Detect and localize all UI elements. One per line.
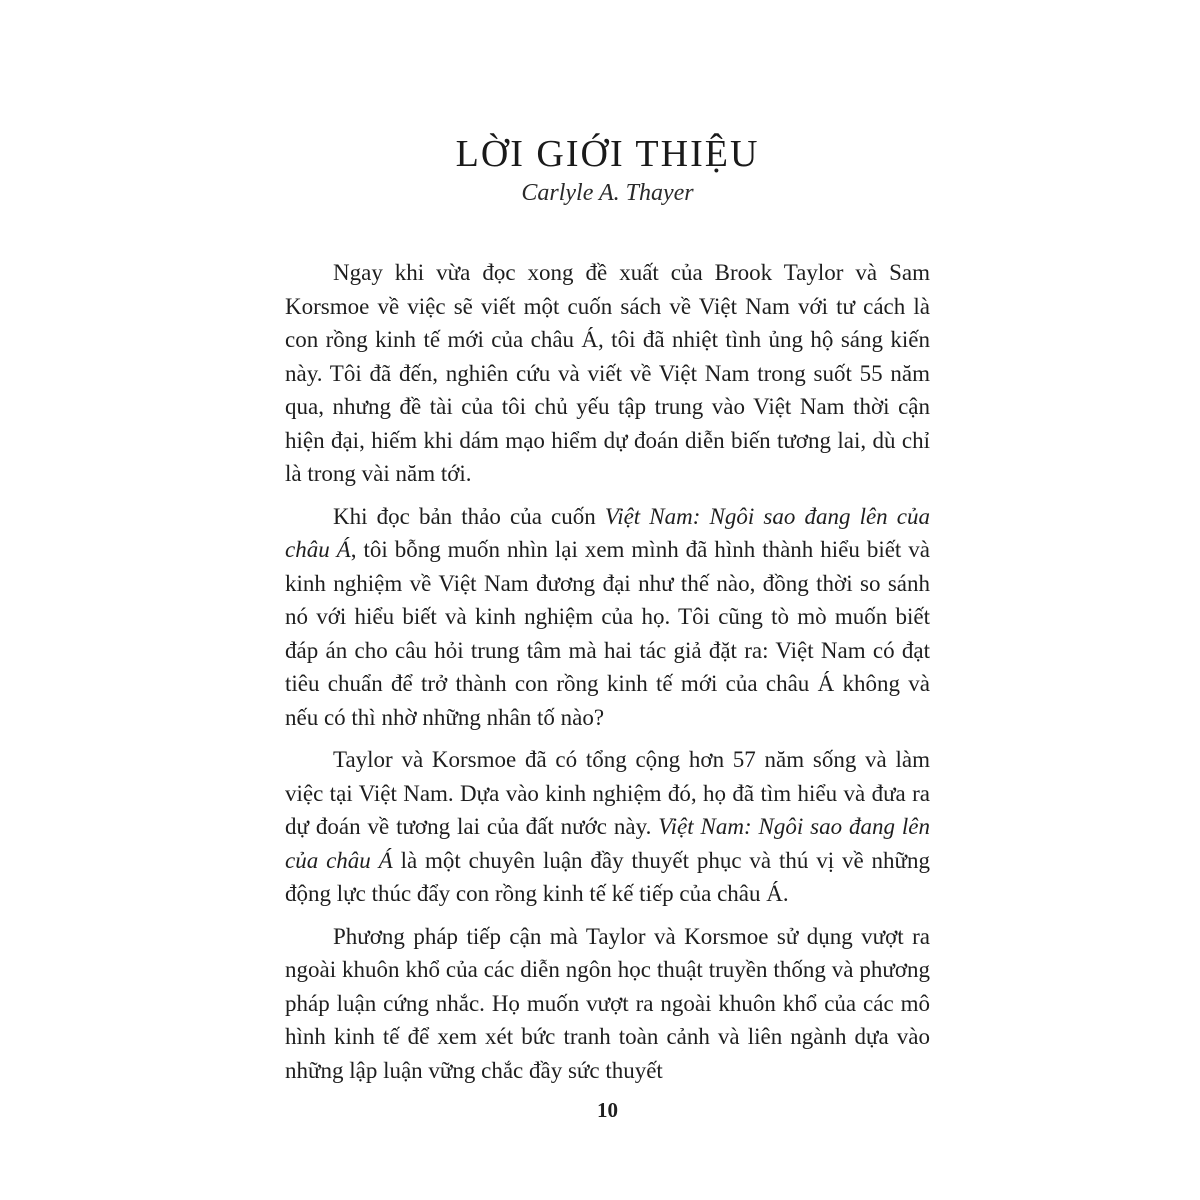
page-number: 10 xyxy=(597,1098,618,1122)
author-byline: Carlyle A. Thayer xyxy=(521,179,694,206)
paragraph xyxy=(285,743,930,911)
paragraph-text: Taylor và Korsmoe đã có tổng cộng hơn 57 năm sống và làm việc tại Việt Nam. Dựa vào kinh nghiệm đó, họ đã tìm hiểu và đưa ra dự đoán về tương lai của đất nước này. xyxy=(285,747,930,840)
paragraph-text: Phương pháp tiếp cận mà Taylor và Korsmoe sử dụng vượt ra ngoài khuôn khổ của các diễn ngôn học thuật truyền thống và phương pháp luận cứng nhắc. Họ muốn vượt ra ngoài khuôn khổ của các mô hình kinh tế để xem xét bức tranh toàn cảnh và liên ngành dựa vào những lập luận vững chắc đầy sức thuyết xyxy=(285,923,930,1083)
paragraph-text: Ngay khi vừa đọc xong đề xuất của Brook Taylor và Sam Korsmoe về việc sẽ viết một cuốn sách về Việt Nam với tư cách là con rồng kinh tế mới của châu Á, tôi đã nhiệt tình ủng hộ sáng kiến này. Tôi đã đến, nghiên cứu và viết về Việt Nam trong suốt 55 năm qua, nhưng đề tài của tôi chủ yếu tập trung vào Việt Nam thời cận hiện đại, hiếm khi dám mạo hiểm dự đoán diễn biến tương lai, dù chỉ là trong vài năm tới. xyxy=(285,260,930,487)
content-column xyxy=(285,0,930,1096)
book-title-italic: Việt Nam: Ngôi sao đang lên của châu Á xyxy=(285,503,930,563)
book-title-italic: Việt Nam: Ngôi sao đang lên của châu Á xyxy=(285,814,930,873)
paragraph-text: Khi đọc bản thảo của cuốn xyxy=(333,503,605,529)
body-paragraphs xyxy=(285,256,930,1087)
paragraph xyxy=(285,500,930,735)
paragraph-text: là một chuyên luận đầy thuyết phục và thú vị về những động lực thúc đẩy con rồng kinh tế kế tiếp của châu Á. xyxy=(285,847,931,907)
page-title: LỜI GIỚI THIỆU xyxy=(455,133,760,175)
paragraph xyxy=(285,920,930,1088)
paragraph xyxy=(285,256,930,491)
paragraph-text: , tôi bỗng muốn nhìn lại xem mình đã hình thành hiểu biết và kinh nghiệm về Việt Nam đương đại như thế nào, đồng thời so sánh nó với hiểu biết và kinh nghiệm của họ. Tôi cũng tò mò muốn biết đáp án cho câu hỏi trung tâm mà hai tác giả đặt ra: Việt Nam có đạt tiêu chuẩn để trở thành con rồng kinh tế mới của châu Á không và nếu có thì nhờ những nhân tố nào? xyxy=(285,537,930,730)
